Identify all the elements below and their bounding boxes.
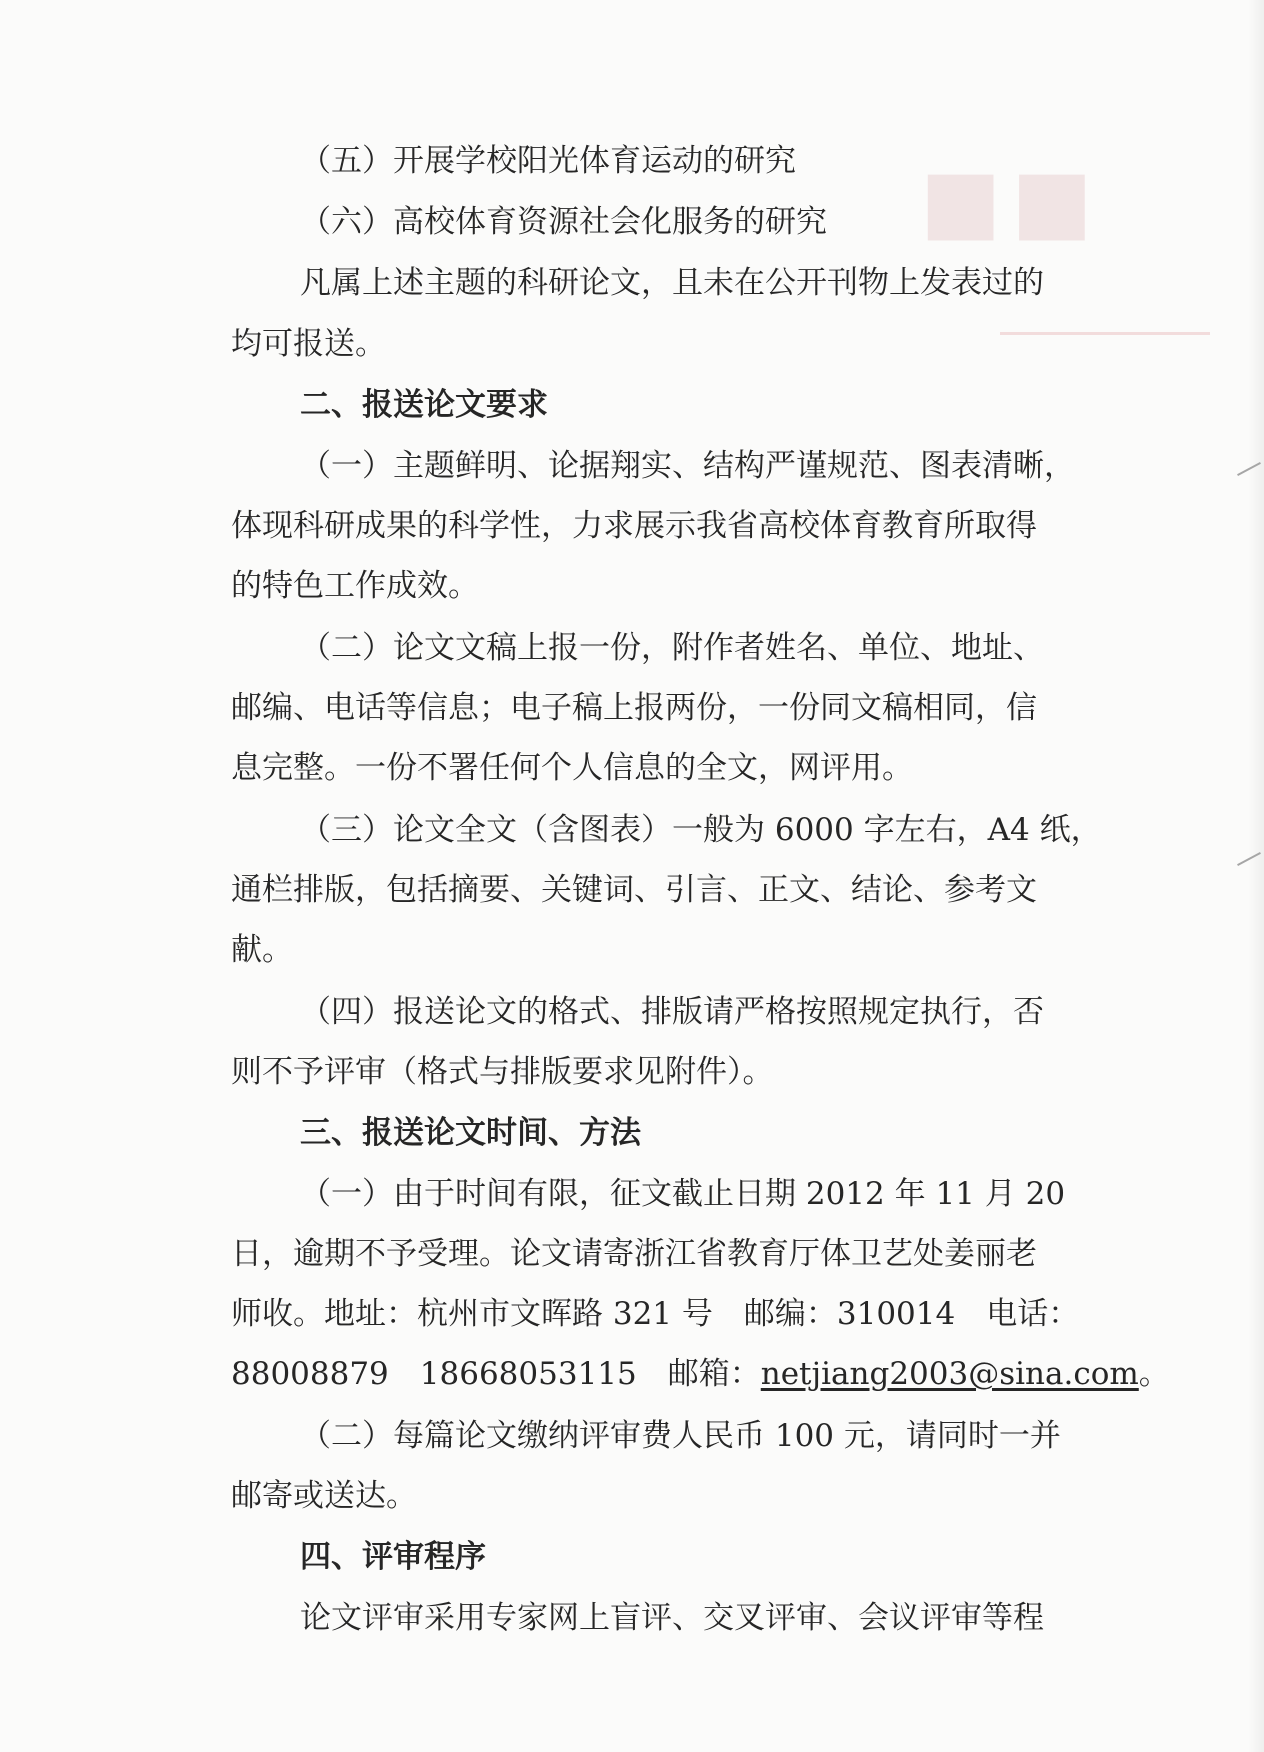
paragraph-line: （四）报送论文的格式、排版请严格按照规定执行，否 — [300, 994, 1044, 1030]
reverse-side-bleed-mark: ■■ — [920, 150, 1103, 251]
paragraph-line: 师收。地址：杭州市文晖路 321 号 邮编：310014 电话： — [231, 1296, 1080, 1332]
email-link[interactable]: netjiang2003@sina.com — [760, 1356, 1139, 1392]
paragraph-line: 通栏排版，包括摘要、关键词、引言、正文、结论、参考文 — [231, 872, 1037, 908]
paragraph-line: （三）论文全文（含图表）一般为 6000 字左右，A4 纸， — [300, 812, 1102, 848]
paragraph-line: 体现科研成果的科学性，力求展示我省高校体育教育所取得 — [231, 508, 1037, 544]
section-heading-requirements: 二、报送论文要求 — [300, 387, 548, 423]
paragraph-line: 论文评审采用专家网上盲评、交叉评审、会议评审等程 — [300, 1600, 1044, 1636]
scan-edge-shadow — [1248, 0, 1264, 1752]
paragraph-line: 邮编、电话等信息；电子稿上报两份，一份同文稿相同，信 — [231, 690, 1037, 726]
paragraph-line: （一）由于时间有限，征文截止日期 2012 年 11 月 20 — [300, 1176, 1066, 1212]
contact-line — [231, 1354, 1170, 1394]
paragraph-line: 则不予评审（格式与排版要求见附件）。 — [231, 1054, 774, 1090]
paragraph-line: 邮寄或送达。 — [231, 1478, 417, 1514]
paragraph-line: （一）主题鲜明、论据翔实、结构严谨规范、图表清晰， — [300, 448, 1075, 484]
paragraph-line: 凡属上述主题的科研论文，且未在公开刊物上发表过的 — [300, 265, 1044, 301]
email-suffix: 。 — [1138, 1356, 1170, 1392]
section-heading-review: 四、评审程序 — [300, 1539, 486, 1575]
paragraph-line: 献。 — [231, 932, 293, 968]
paragraph-line: 日，逾期不予受理。论文请寄浙江省教育厅体卫艺处姜丽老 — [231, 1236, 1037, 1272]
contact-phones: 88008879 18668053115 邮箱： — [231, 1356, 761, 1392]
section-item-five: （五）开展学校阳光体育运动的研究 — [300, 143, 796, 179]
reverse-side-bleed-rule — [1000, 332, 1210, 335]
paragraph-line: （二）每篇论文缴纳评审费人民币 100 元，请同时一并 — [300, 1418, 1061, 1454]
paragraph-line: 的特色工作成效。 — [231, 568, 479, 604]
paragraph-line: 均可报送。 — [231, 326, 386, 362]
section-item-six: （六）高校体育资源社会化服务的研究 — [300, 204, 827, 240]
paragraph-line: （二）论文文稿上报一份，附作者姓名、单位、地址、 — [300, 630, 1044, 666]
paragraph-line: 息完整。一份不署任何个人信息的全文，网评用。 — [231, 750, 913, 786]
section-heading-time-method: 三、报送论文时间、方法 — [300, 1115, 641, 1151]
